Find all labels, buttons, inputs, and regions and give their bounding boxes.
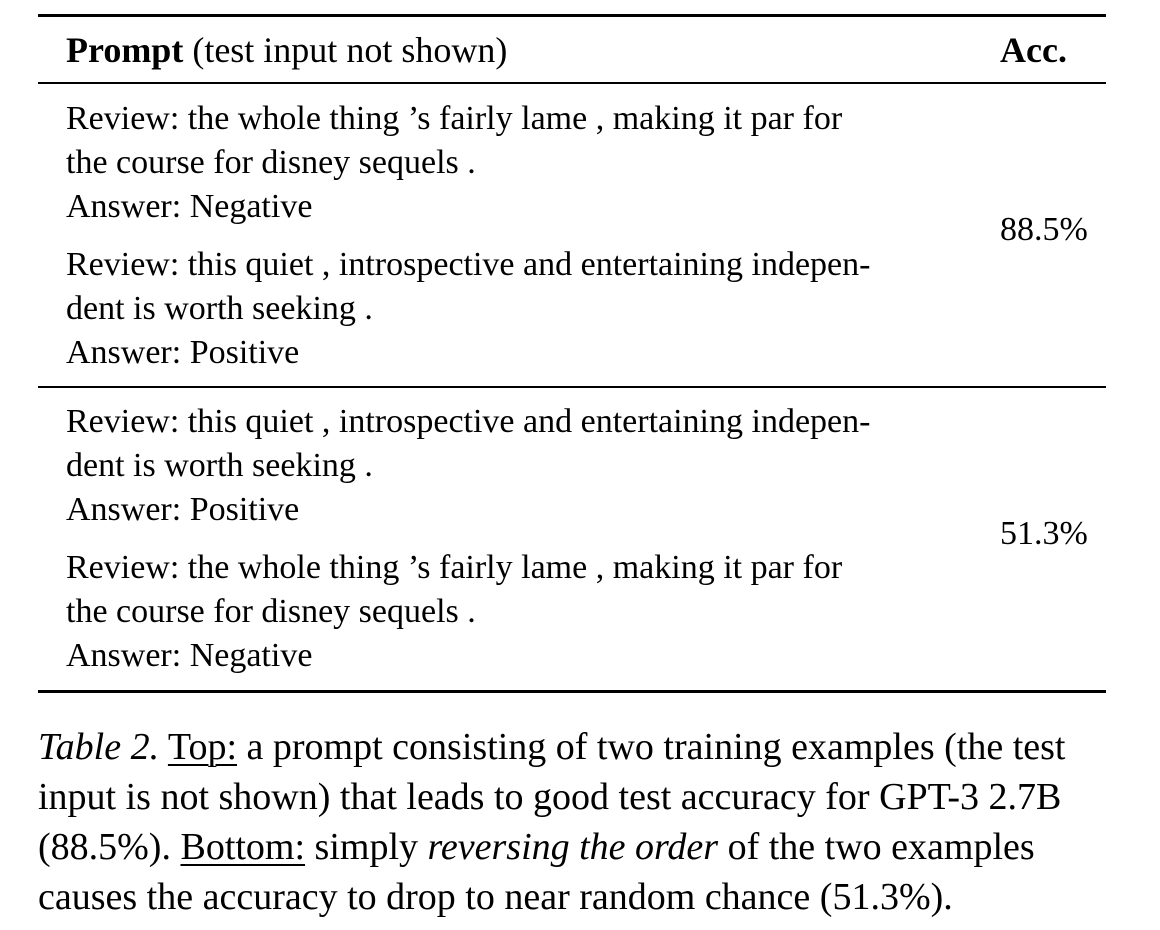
table-row-2-accuracy: 51.3% [1000,515,1088,552]
caption-emphasis: reversing the order [427,826,719,868]
prompt-line: dent is worth seeking . [66,447,373,484]
header-accuracy: Acc. [1000,30,1067,70]
table-row-2-prompt [66,400,966,678]
prompt-line: dent is worth seeking . [66,290,373,327]
caption-line: causes the accuracy to drop to near random chance (51.3%). [38,876,953,918]
table-caption [38,722,1110,922]
prompt-line: Review: this quiet , introspective and entertaining indepen- [66,403,871,440]
prompt-line: Review: the whole thing ’s fairly lame , making it par for [66,549,843,586]
answer-line: Answer: Negative [66,188,313,225]
caption-line [38,722,1110,772]
header-prompt [66,26,507,74]
header-prompt-bold: Prompt [66,30,184,70]
caption-top-label: Top: [167,726,238,768]
prompt-line: Review: this quiet , introspective and entertaining indepen- [66,246,871,283]
header-rule [38,82,1106,84]
prompt-line: the course for disney sequels . [66,593,476,630]
table-top-rule [38,14,1106,17]
caption-text: a prompt consisting of two training examples (the test [237,726,1066,768]
prompt-line: Review: the whole thing ’s fairly lame , making it par for [66,100,843,137]
answer-line: Answer: Negative [66,637,313,674]
caption-text: of the two examples [718,826,1035,868]
table-row-1-prompt [66,97,966,375]
table-bottom-rule [38,690,1106,693]
answer-line: Answer: Positive [66,334,300,371]
caption-line: input is not shown) that leads to good test accuracy for GPT-3 2.7B [38,776,1062,818]
table-row-1-accuracy: 88.5% [1000,211,1088,248]
header-prompt-note: (test input not shown) [183,30,508,70]
caption-label: Table 2. [38,726,160,768]
caption-bottom-label: Bottom: [180,826,306,868]
row-divider-rule [38,386,1106,388]
caption-line [38,822,1110,872]
prompt-line: the course for disney sequels . [66,144,476,181]
caption-text: simply [305,826,428,868]
answer-line: Answer: Positive [66,491,300,528]
caption-text: (88.5%). [38,826,181,868]
